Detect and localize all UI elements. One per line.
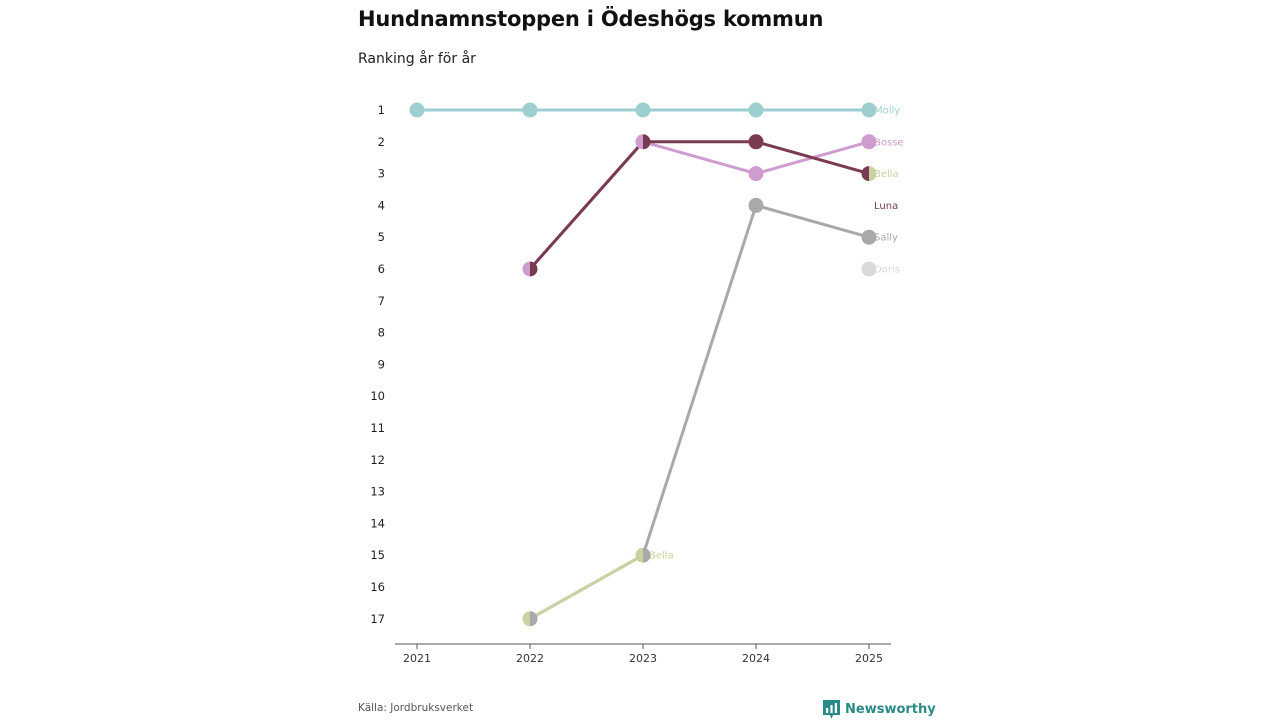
end-label-bosse: Bosse [874,137,904,149]
y-tick-label: 17 [370,611,385,626]
y-tick-label: 13 [370,484,385,499]
y-tick-label: 5 [377,230,385,245]
y-tick-label: 2 [377,134,385,149]
x-tick-label: 2023 [629,652,657,665]
end-label-luna: Luna [874,200,899,212]
series-points [410,103,877,627]
y-tick-label: 11 [370,421,385,435]
y-tick-label: 9 [377,357,385,372]
series-line-sally [530,205,869,618]
chart-subtitle: Ranking år för år [358,51,476,67]
inline-label-bella: Bella [649,550,674,562]
x-tick-label: 2025 [855,652,883,665]
x-axis [395,644,891,665]
y-tick-label: 1 [377,103,385,117]
y-tick-label: 6 [377,262,385,276]
point-molly [749,103,764,118]
source-note: Källa: Jordbruksverket [358,702,474,714]
point-molly [523,103,538,118]
end-label-sally: Sally [874,232,898,244]
y-tick-label: 12 [370,452,385,467]
point-sally [749,198,764,213]
series-line-bosse [530,142,869,269]
point-luna [749,134,764,149]
y-tick-label: 8 [377,325,385,340]
brand-logo[interactable] [823,700,936,719]
end-label-bella: Bella [874,169,899,181]
point-molly [636,103,651,118]
series-lines [417,110,869,619]
point-luna [643,134,651,149]
x-tick-label: 2024 [742,652,770,665]
y-tick-label: 16 [370,580,385,594]
point-bosse [523,262,530,277]
series-line-bella [530,555,643,619]
point-bella [523,611,530,626]
end-label-molly: Molly [874,105,901,117]
x-tick-label: 2022 [516,652,544,665]
y-tick-label: 7 [377,293,385,308]
point-luna [862,166,869,181]
y-axis [370,103,385,626]
series-line-luna [530,142,869,269]
y-tick-label: 14 [370,516,385,531]
y-tick-label: 4 [377,198,385,213]
chart-title: Hundnamnstoppen i Ödeshögs kommun [358,7,824,31]
y-tick-label: 3 [377,166,385,181]
y-tick-label: 10 [370,389,385,404]
x-tick-label: 2021 [403,652,431,665]
newsworthy-icon [823,700,840,719]
point-molly [410,103,425,118]
point-bosse [749,166,764,181]
end-label-doris: Doris [874,264,900,276]
y-tick-label: 15 [370,548,385,563]
brand-name: Newsworthy [845,702,936,717]
